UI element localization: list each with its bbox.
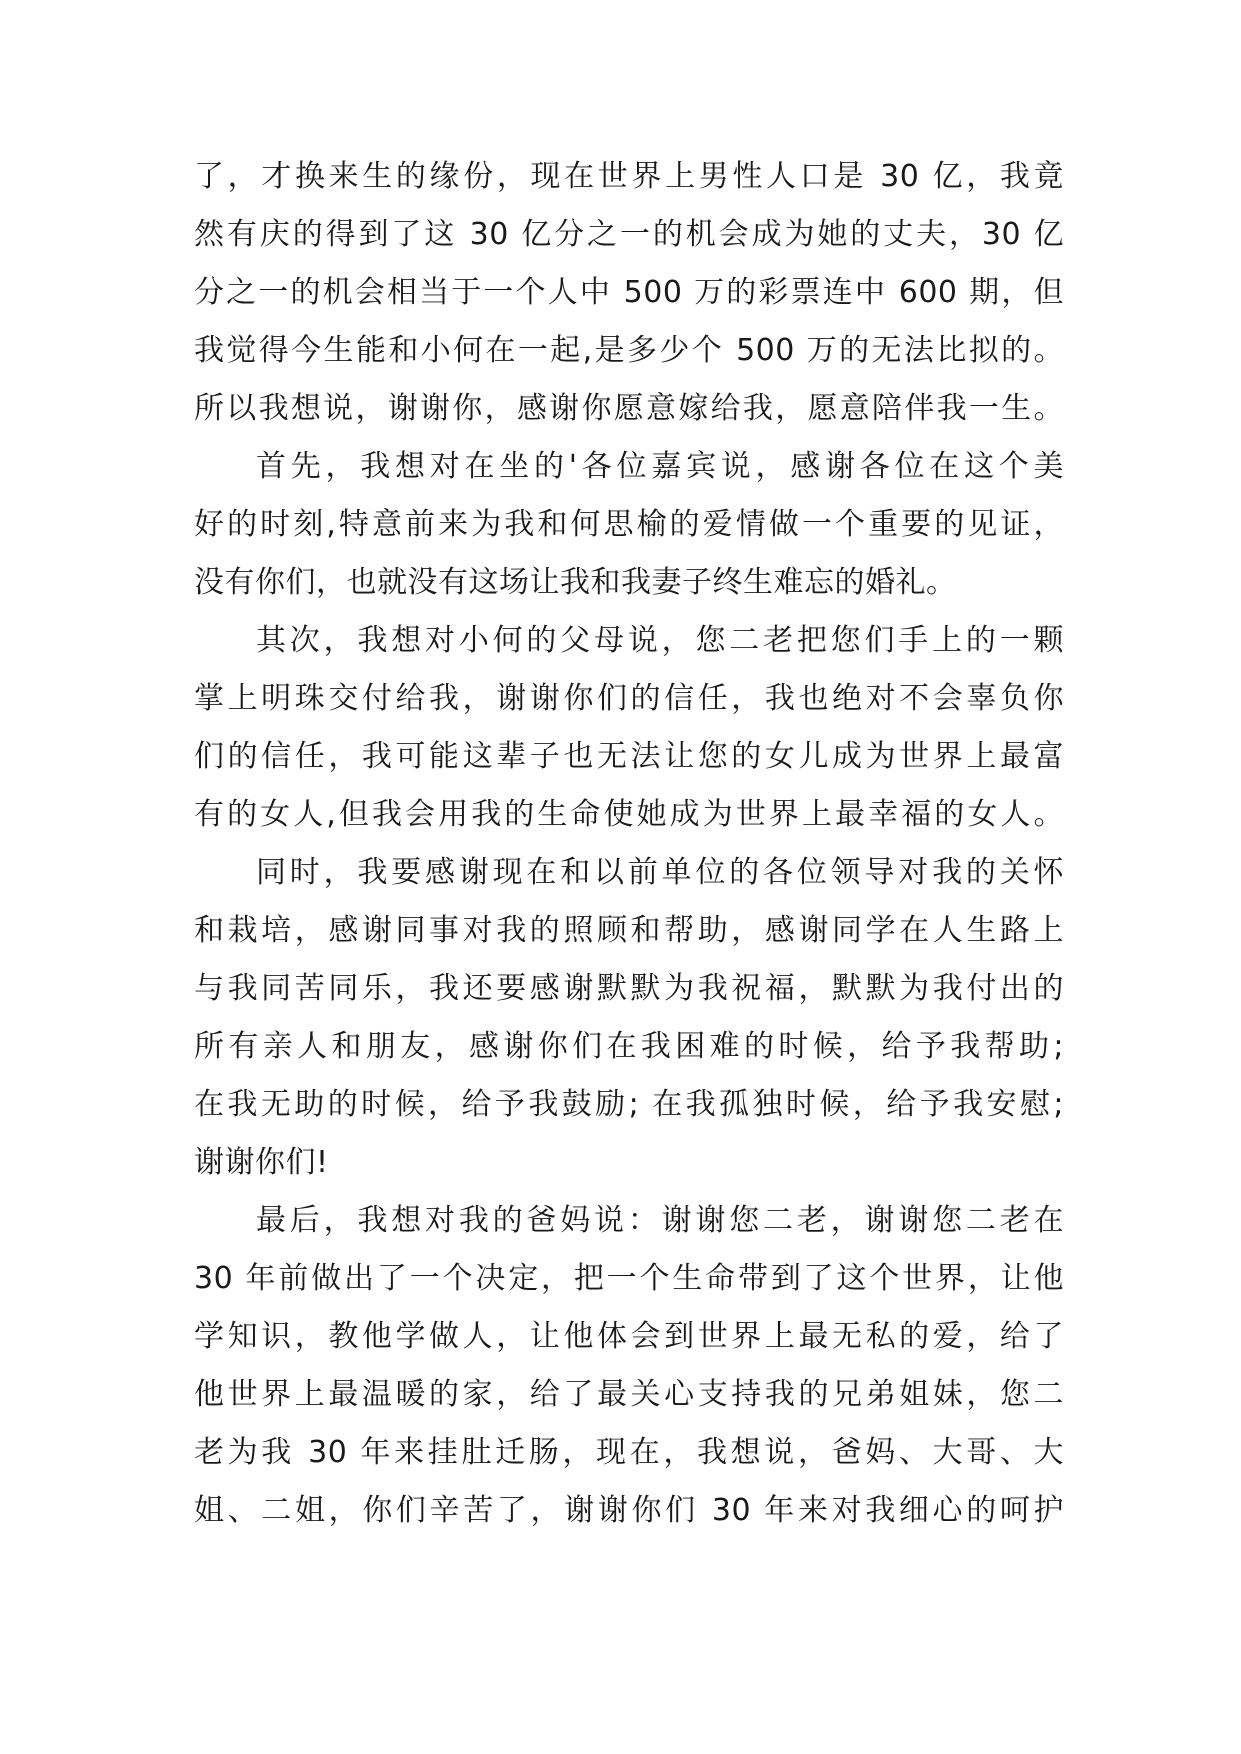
text-line: 没有你们，也就没有这场让我和我妻子终生难忘的婚礼。 xyxy=(194,565,957,600)
text-line: 学知识，教他学做人，让他体会到世界上最无私的爱，给了 xyxy=(194,1319,1064,1354)
paragraph-first-line: 同时，我要感谢现在和以前单位的各位领导对我的关怀 xyxy=(256,855,1064,890)
paragraph-first-line: 最后，我想对我的爸妈说：谢谢您二老，谢谢您二老在 xyxy=(256,1203,1064,1238)
text-line: 谢谢你们! xyxy=(194,1145,329,1180)
text-line: 有的女人,但我会用我的生命使她成为世界上最幸福的女人。 xyxy=(194,797,1064,832)
text-line: 了，才换来生的缘份，现在世界上男性人口是 30 亿，我竟 xyxy=(194,159,1064,194)
text-line: 老为我 30 年来挂肚迁肠，现在，我想说，爸妈、大哥、大 xyxy=(194,1435,1064,1470)
text-line: 然有庆的得到了这 30 亿分之一的机会成为她的丈夫，30 亿 xyxy=(194,217,1064,252)
text-line: 30 年前做出了一个决定，把一个生命带到了这个世界，让他 xyxy=(194,1261,1064,1296)
text-line: 好的时刻,特意前来为我和何思榆的爱情做一个重要的见证， xyxy=(194,507,1064,542)
text-line: 姐、二姐，你们辛苦了，谢谢你们 30 年来对我细心的呵护 xyxy=(194,1493,1064,1528)
text-line: 和栽培，感谢同事对我的照顾和帮助，感谢同学在人生路上 xyxy=(194,913,1064,948)
text-line: 所以我想说，谢谢你，感谢你愿意嫁给我，愿意陪伴我一生。 xyxy=(194,391,1064,426)
text-line: 他世界上最温暖的家，给了最关心支持我的兄弟姐妹，您二 xyxy=(194,1377,1064,1412)
document-body xyxy=(194,148,1064,1540)
paragraph-first-line: 首先，我想对在坐的'各位嘉宾说，感谢各位在这个美 xyxy=(256,449,1064,484)
text-line: 与我同苦同乐，我还要感谢默默为我祝福，默默为我付出的 xyxy=(194,971,1064,1006)
text-line: 分之一的机会相当于一个人中 500 万的彩票连中 600 期，但 xyxy=(194,275,1064,310)
text-line: 在我无助的时候，给予我鼓励; 在我孤独时候，给予我安慰; xyxy=(194,1087,1064,1122)
paragraph-first-line: 其次，我想对小何的父母说，您二老把您们手上的一颗 xyxy=(256,623,1064,658)
text-line: 们的信任，我可能这辈子也无法让您的女儿成为世界上最富 xyxy=(194,739,1064,774)
text-line: 我觉得今生能和小何在一起,是多少个 500 万的无法比拟的。 xyxy=(194,333,1064,368)
text-line: 所有亲人和朋友，感谢你们在我困难的时候，给予我帮助; xyxy=(194,1029,1064,1064)
text-line: 掌上明珠交付给我，谢谢你们的信任，我也绝对不会辜负你 xyxy=(194,681,1064,716)
